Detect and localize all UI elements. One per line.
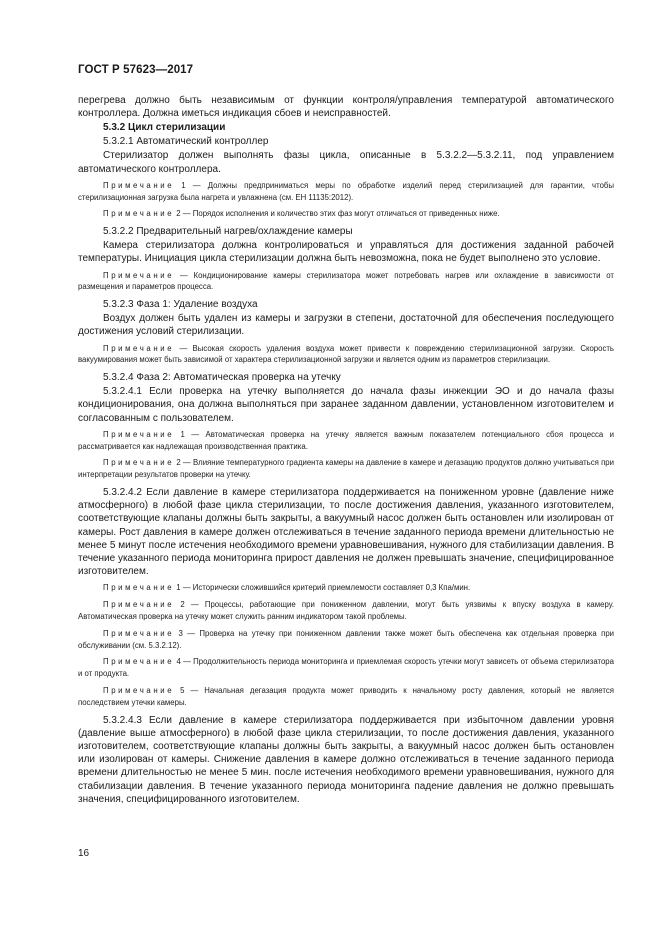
paragraph: 5.3.2.4.3 Если давление в камере стерилизатора поддерживается при избыточном давлении уровня (давление выше атмосферного) в любой фазе цикла стерилизации, то после достижения давления, указанного изготовителем, соответствующие клапаны должны быть закрыты, а вакуумный насос должен быть остановлен или изолирован от камеры. Снижение давления в камере должно отслеживаться в течение заданного периода времени длительностью не менее 5 мин. после истечения необходимого времени уравновешивания, нужного для стабилизации давления. В течение указанного периода мониторинга падение давления не должно превышать значения, специфицированного изготовителем.: [78, 714, 614, 805]
note-number: 2 —: [174, 458, 193, 468]
note-label: Примечание: [103, 343, 175, 353]
note: [78, 685, 614, 709]
note: [78, 599, 614, 623]
paragraph: 5.3.2.4.1 Если проверка на утечку выполняется до начала фазы инжекции ЭО и до начала фазы кондиционирования, она должна выполняться при заранее заданном давлении, установленном изготовителем и согласованным с пользователем.: [78, 386, 614, 424]
note-label: Примечание: [103, 209, 175, 219]
note-text: Порядок исполнения и количество этих фаз могут отличаться от приведенных ниже.: [192, 209, 500, 219]
note-label: Примечание: [103, 583, 175, 593]
note-text: Процессы, работающие при пониженном давлении, могут быть уязвимы к впуску воздуха в камеру. Автоматическая проверка на утечку может служить ранним индикатором такой проблемы.: [78, 600, 614, 622]
note-number: —: [174, 343, 193, 353]
paragraph: Воздух должен быть удален из камеры и загрузки в степени, достаточной для обеспечения последующего достижения условий стерилизации.: [78, 313, 614, 338]
note-label: Примечание: [103, 600, 175, 610]
note-text: Должны предприниматься меры по обработке изделий перед стерилизацией для гарантии, чтобы стерилизационная загрузка была нагрета и увлажнена (см. ЕН 11135:2012).: [78, 180, 614, 202]
note-number: 2 —: [174, 209, 193, 219]
document-body: [78, 94, 614, 807]
note-text: Начальная дегазация продукта может приводить к начальному росту давления, который не является последствием утечки камеры.: [78, 686, 614, 707]
note: [78, 457, 614, 481]
note-text: Влияние температурного градиента камеры на давление в камере и дегазацию продуктов должно учитываться при интерпретации результатов проверки на утечку.: [78, 458, 614, 480]
note-text: Высокая скорость удаления воздуха может привести к повреждению стерилизационной загрузки. Скорость вакуумирования может быть зависимой от характера стерилизационной загрузки и является одним из параметров стерилизации.: [78, 343, 614, 365]
document-standard-id: ГОСТ Р 57623—2017: [78, 64, 194, 76]
note-text: Исторически сложившийся критерий приемлемости составляет 0,3 Кпа/мин.: [192, 583, 471, 593]
note-label: Примечание: [103, 180, 175, 190]
note: [78, 429, 614, 453]
subsection-heading-5-3-2-4: 5.3.2.4 Фаза 2: Автоматическая проверка на утечку: [103, 372, 341, 384]
subsection-heading-5-3-2-2: 5.3.2.2 Предварительный нагрев/охлаждение камеры: [103, 226, 353, 238]
note-text: Проверка на утечку при пониженном давлении также может быть обеспечена как отдельная проверка при обслуживании (см. 5.3.2.12).: [78, 628, 615, 650]
note-text: Автоматическая проверка на утечку является важным показателем потенциального сбоя процесса и рассматривается как надлежащая производственная практика.: [78, 429, 615, 451]
paragraph: Стерилизатор должен выполнять фазы цикла, описанные в 5.3.2.2—5.3.2.11, под управлением автоматического контроллера.: [78, 150, 614, 175]
note-label: Примечание: [103, 429, 175, 439]
note: [78, 656, 614, 680]
note-text: Продолжительность периода мониторинга и приемлемая скорость утечки могут зависеть от объема стерилизатора и от продукта.: [78, 657, 614, 679]
note-number: 3 —: [174, 628, 200, 638]
paragraph-continuation: перегрева должно быть независимым от функции контроля/управления температурой автоматического контроллера. Должна иметься индикация сбоев и неисправностей.: [78, 95, 614, 120]
note-number: 1 —: [174, 180, 208, 190]
note-number: 5 —: [174, 686, 205, 695]
note-number: —: [174, 270, 194, 280]
paragraph: Камера стерилизатора должна контролироваться и управляться для достижения заданной рабочей температуры. Инициация цикла стерилизации должна быть невозможна, пока не будет выполнено это условие.: [78, 240, 614, 265]
note: [78, 208, 614, 220]
note: [78, 628, 614, 652]
note-label: Примечание: [103, 270, 175, 280]
note-label: Примечание: [103, 628, 175, 638]
subsection-heading-5-3-2-1: 5.3.2.1 Автоматический контроллер: [103, 136, 269, 148]
note-number: 1 —: [174, 583, 193, 593]
note: [78, 270, 614, 294]
note-text: Кондиционирование камеры стерилизатора может потребовать нагрев или охлаждение в зависимости от размещения и параметров процесса.: [78, 270, 614, 292]
subsection-heading-5-3-2-3: 5.3.2.3 Фаза 1: Удаление воздуха: [103, 299, 258, 311]
paragraph: 5.3.2.4.2 Если давление в камере стерилизатора поддерживается на пониженном уровне (давление ниже атмосферного) в любой фазе цикла стерилизации, то после достижения давления, указанного изготовителем, соответствующие клапаны должны быть закрыты, а вакуумный насос должен быть остановлен или изолирован от камеры. Рост давления в камере должен отслеживаться в течение заданного периода времени длительностью не менее 5 минут после истечения необходимого времени уравновешивания, нужного для стабилизации давления. В течение указанного периода мониторинга прирост давления не должен превышать значение, специфицированное изготовителем.: [78, 487, 614, 578]
note-number: 4 —: [174, 657, 194, 667]
note: [78, 180, 614, 204]
section-heading-5-3-2: 5.3.2 Цикл стерилизации: [103, 122, 226, 134]
note-number: 1 —: [174, 429, 206, 439]
note-label: Примечание: [103, 657, 175, 667]
note-label: Примечание: [103, 686, 175, 695]
note: [78, 343, 614, 367]
note-number: 2 —: [174, 600, 205, 610]
note-label: Примечание: [103, 458, 175, 468]
page-number: 16: [78, 848, 90, 859]
note: [78, 582, 614, 594]
